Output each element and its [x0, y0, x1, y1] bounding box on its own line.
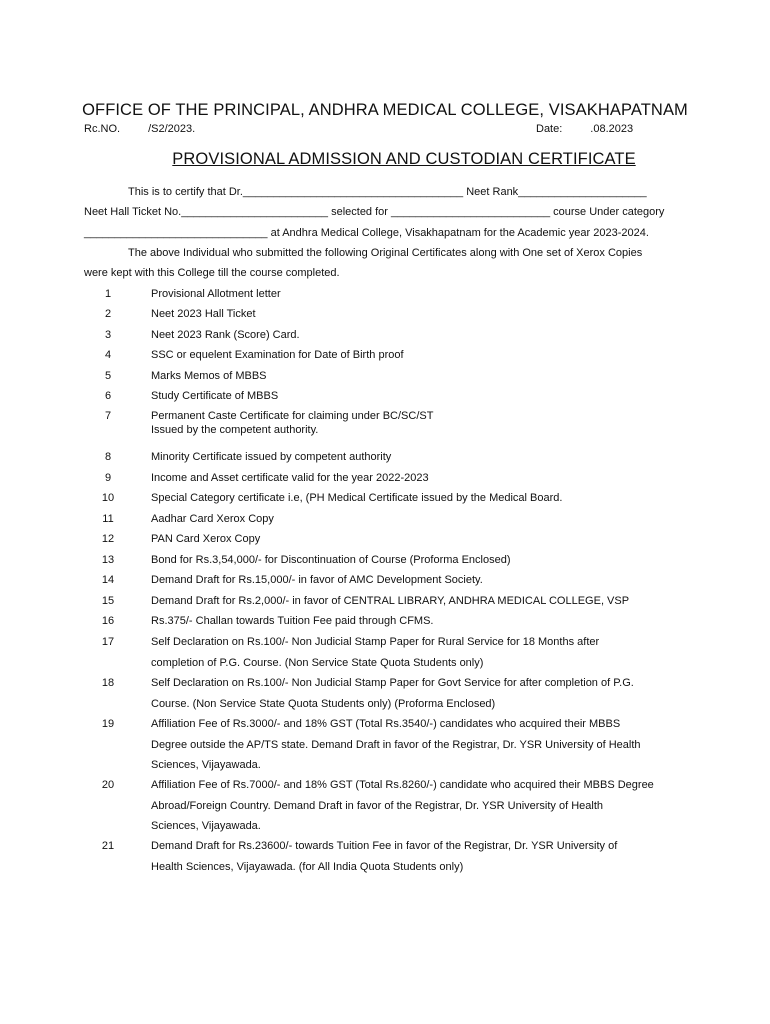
date-value: .08.2023	[590, 123, 634, 135]
item-text: Bond for Rs.3,54,000/- for Discontinuation of Course (Proforma Enclosed)	[151, 554, 511, 566]
rc-value: /S2/2023.	[148, 123, 196, 135]
item-number: 4	[104, 349, 112, 361]
body-line-5: were kept with this College till the course completed.	[84, 267, 340, 279]
office-heading: OFFICE OF THE PRINCIPAL, ANDHRA MEDICAL COLLEGE, VISAKHAPATNAM	[82, 101, 688, 119]
item-text: Course. (Non Service State Quota Students only) (Proforma Enclosed)	[151, 697, 496, 710]
body-line-2: Neet Hall Ticket No.________________________ selected for __________________________ course Under category	[84, 206, 665, 218]
item-text: Demand Draft for Rs.15,000/- in favor of AMC Development Society.	[151, 574, 483, 586]
item-number: 17	[101, 636, 115, 648]
item-number: 3	[104, 329, 112, 341]
item-text: Affiliation Fee of Rs.3000/- and 18% GST (Total Rs.3540/-) candidates who acquired their MBBS	[151, 718, 621, 730]
item-number: 1	[104, 288, 112, 300]
item-text: Self Declaration on Rs.100/- Non Judicial Stamp Paper for Rural Service for 18 Months after	[151, 636, 600, 648]
item-number: 15	[101, 595, 115, 607]
item-text: Aadhar Card Xerox Copy	[151, 513, 274, 525]
document-date	[536, 123, 633, 135]
item-text: Rs.375/- Challan towards Tuition Fee paid through CFMS.	[151, 615, 434, 627]
item-text: Affiliation Fee of Rs.7000/- and 18% GST (Total Rs.8260/-) candidate who acquired their MBBS Degree	[151, 779, 654, 791]
item-number: 12	[101, 533, 115, 545]
item-number: 13	[101, 554, 115, 566]
body-line-1: This is to certify that Dr.____________________________________ Neet Rank_____________________	[128, 186, 647, 198]
item-text: Demand Draft for Rs.2,000/- in favor of CENTRAL LIBRARY, ANDHRA MEDICAL COLLEGE, VSP	[151, 595, 630, 607]
item-text: Neet 2023 Rank (Score) Card.	[151, 329, 300, 341]
item-text: Issued by the competent authority.	[151, 424, 319, 436]
certificate-title: PROVISIONAL ADMISSION AND CUSTODIAN CERTIFICATE	[172, 150, 636, 168]
body-line-3: ______________________________ at Andhra Medical College, Visakhapatnam for the Academic year 2023-2024.	[84, 227, 649, 239]
item-text: Self Declaration on Rs.100/- Non Judicial Stamp Paper for Govt Service for after completion of P.G.	[151, 677, 634, 689]
item-text: Permanent Caste Certificate for claiming under BC/SC/ST	[151, 410, 434, 422]
item-number: 7	[104, 410, 112, 422]
item-number: 8	[104, 451, 112, 463]
item-text: Sciences, Vijayawada.	[151, 820, 261, 832]
item-number: 10	[101, 492, 115, 504]
item-number: 5	[104, 370, 112, 382]
item-number: 16	[101, 615, 115, 627]
item-text: Marks Memos of MBBS	[151, 370, 267, 382]
rc-label: Rc.NO.	[84, 123, 121, 135]
item-text: Study Certificate of MBBS	[151, 390, 279, 402]
item-text: PAN Card Xerox Copy	[151, 533, 261, 545]
item-number: 18	[101, 677, 115, 689]
item-number: 2	[104, 308, 112, 320]
item-text: Provisional Allotment letter	[151, 288, 281, 300]
item-number: 19	[101, 718, 115, 730]
item-text: Demand Draft for Rs.23600/- towards Tuition Fee in favor of the Registrar, Dr. YSR University of	[151, 840, 618, 852]
item-number: 11	[102, 513, 114, 525]
item-text: Health Sciences, Vijayawada. (for All India Quota Students only)	[151, 860, 464, 873]
item-text: Abroad/Foreign Country. Demand Draft in favor of the Registrar, Dr. YSR University of Health	[151, 799, 604, 812]
item-text: Minority Certificate issued by competent authority	[151, 451, 392, 463]
date-label: Date:	[536, 123, 563, 135]
body-line-4: The above Individual who submitted the following Original Certificates along with One set of Xerox Copies	[128, 247, 643, 259]
item-number: 6	[104, 390, 112, 402]
item-text: Special Category certificate i.e, (PH Medical Certificate issued by the Medical Board.	[151, 492, 563, 504]
item-text: SSC or equelent Examination for Date of Birth proof	[151, 349, 404, 361]
item-text: completion of P.G. Course. (Non Service State Quota Students only)	[151, 656, 484, 669]
item-number: 14	[101, 574, 115, 586]
item-text: Income and Asset certificate valid for the year 2022-2023	[151, 472, 429, 484]
reference-number	[84, 123, 195, 135]
item-text: Neet 2023 Hall Ticket	[151, 308, 256, 320]
item-number: 20	[101, 779, 115, 791]
item-number: 21	[101, 840, 115, 852]
item-text: Degree outside the AP/TS state. Demand Draft in favor of the Registrar, Dr. YSR University of Health	[151, 738, 641, 751]
item-text: Sciences, Vijayawada.	[151, 759, 261, 771]
item-number: 9	[104, 472, 112, 484]
